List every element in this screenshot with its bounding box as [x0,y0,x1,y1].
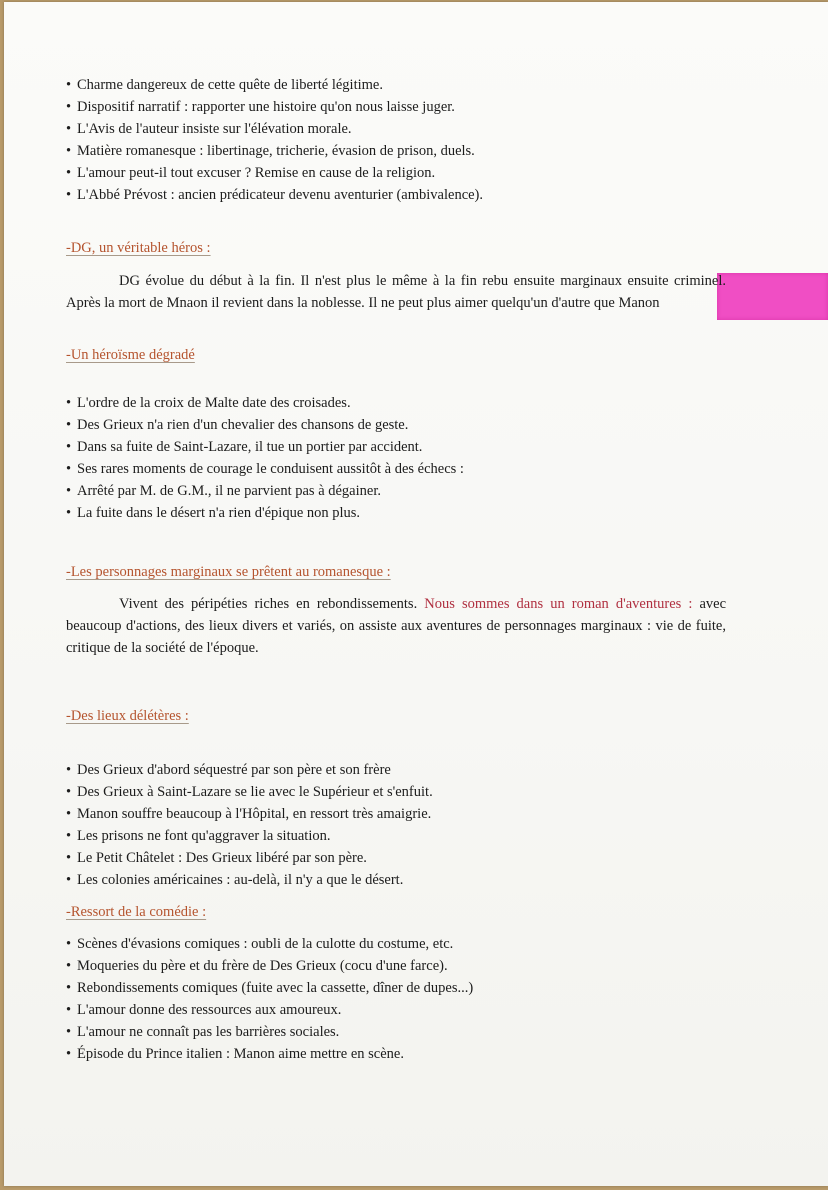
section-heading-places: -Des lieux délétères : [66,708,189,724]
list-item: • Dispositif narratif : rapporter une histoire qu'on nous laisse juger. [66,96,726,118]
paragraph-marginal-end: avec beaucoup d'actions, des lieux divers et variés, on assiste aux aventures de personnages marginaux : vie de fuite, critique de la société de l'époque. [66,596,727,656]
list-item: • Les prisons ne font qu'aggraver la situation. [66,825,726,847]
sticky-tab [717,273,828,320]
list-item: • Ses rares moments de courage le conduisent aussitôt à des échecs : [66,458,726,480]
list-item: • La fuite dans le désert n'a rien d'épique non plus. [66,502,726,524]
list-item: • Des Grieux n'a rien d'un chevalier des chansons de geste. [66,414,726,436]
paragraph-marginal-highlight: Nous sommes dans un roman d'aventures : [424,596,693,612]
section-heading-degraded: -Un héroïsme dégradé [66,347,195,363]
list-item: • Scènes d'évasions comiques : oubli de la culotte du costume, etc. [66,933,726,955]
intro-bullet-list [66,74,726,206]
paragraph-marginal [66,593,726,659]
list-item: • Arrêté par M. de G.M., il ne parvient pas à dégainer. [66,480,726,502]
paragraph-hero: DG évolue du début à la fin. Il n'est plus le même à la fin rebu ensuite marginaux ensuite criminel. Après la mort de Mnaon il revient dans la noblesse. Il ne peut plus aimer quelqu'un d'autre que Manon [66,273,726,311]
section-heading-comedy: -Ressort de la comédie : [66,904,207,920]
list-item: • Charme dangereux de cette quête de liberté légitime. [66,74,726,96]
degraded-bullet-list [66,392,726,524]
section-heading-hero: -DG, un véritable héros : [66,240,211,256]
list-item: • Dans sa fuite de Saint-Lazare, il tue un portier par accident. [66,436,726,458]
list-item: • Moqueries du père et du frère de Des Grieux (cocu d'une farce). [66,955,726,977]
paragraph-marginal-start: Vivent des péripéties riches en rebondissements. [119,596,418,612]
list-item: • Rebondissements comiques (fuite avec la cassette, dîner de dupes...) [66,977,726,999]
list-item: • Des Grieux à Saint-Lazare se lie avec le Supérieur et s'enfuit. [66,781,726,803]
list-item: • L'ordre de la croix de Malte date des croisades. [66,392,726,414]
list-item: • Épisode du Prince italien : Manon aime mettre en scène. [66,1043,726,1065]
list-item: • L'Abbé Prévost : ancien prédicateur devenu aventurier (ambivalence). [66,184,726,206]
list-item: • Le Petit Châtelet : Des Grieux libéré par son père. [66,847,726,869]
list-item: • Matière romanesque : libertinage, tricherie, évasion de prison, duels. [66,140,726,162]
comedy-bullet-list [66,933,726,1065]
list-item: • L'amour peut-il tout excuser ? Remise en cause de la religion. [66,162,726,184]
places-bullet-list [66,759,726,891]
list-item: • L'amour donne des ressources aux amoureux. [66,999,726,1021]
list-item: • Les colonies américaines : au-delà, il n'y a que le désert. [66,869,726,891]
section-heading-marginal: -Les personnages marginaux se prêtent au romanesque : [66,564,391,580]
list-item: • L'amour ne connaît pas les barrières sociales. [66,1021,726,1043]
list-item: • Des Grieux d'abord séquestré par son père et son frère [66,759,726,781]
list-item: • L'Avis de l'auteur insiste sur l'élévation morale. [66,118,726,140]
list-item: • Manon souffre beaucoup à l'Hôpital, en ressort très amaigrie. [66,803,726,825]
